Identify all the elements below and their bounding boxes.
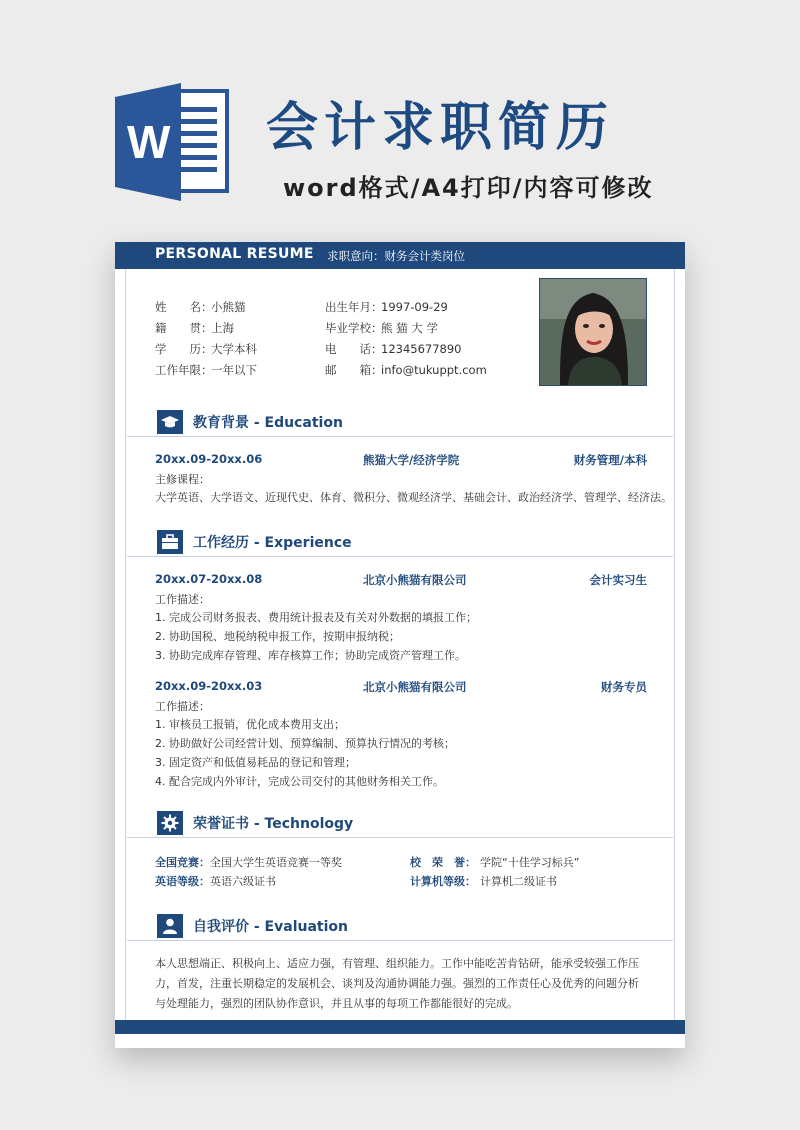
info-label: 学 历： xyxy=(155,342,213,356)
person-icon xyxy=(157,914,183,938)
job-desc-item: 2. 协助做好公司经营计划、预算编制、预算执行情况的考核； xyxy=(155,737,455,750)
honor-row xyxy=(410,854,579,870)
info-birth xyxy=(325,299,448,315)
honor-label: 全国竞赛： xyxy=(155,856,210,869)
honor-value: 学院“十佳学习标兵” xyxy=(480,856,580,869)
section-divider xyxy=(127,940,673,941)
honor-row xyxy=(155,854,342,870)
info-label: 电 话： xyxy=(325,342,383,356)
section-honors xyxy=(127,811,673,839)
honor-row xyxy=(410,873,557,889)
gear-icon xyxy=(157,811,183,835)
promo-title: 会计求职简历 xyxy=(266,98,615,158)
section-education xyxy=(127,410,673,438)
graduation-cap-icon xyxy=(157,410,183,434)
resume-sheet xyxy=(115,242,685,1048)
section-evaluation xyxy=(127,914,673,942)
info-email xyxy=(325,362,487,378)
profile-photo xyxy=(539,278,647,386)
honor-value: 英语六级证书 xyxy=(210,875,276,888)
resume-title-en: PERSONAL RESUME xyxy=(155,246,314,262)
honor-value: 计算机二级证书 xyxy=(480,875,557,888)
edu-school: 熊猫大学/经济学院 xyxy=(363,453,460,467)
job-desc-item: 3. 协助完成库存管理、库存核算工作；协助完成资产管理工作。 xyxy=(155,649,466,662)
job-desc-label: 工作描述： xyxy=(155,700,210,713)
section-title: 自我评价 - Evaluation xyxy=(193,919,348,935)
courses-text: 大学英语、大学语文、近现代史、体育、微积分、微观经济学、基础会计、政治经济学、管理学、经济法。 xyxy=(155,491,672,504)
info-name xyxy=(155,299,246,315)
job-date: 20xx.09-20xx.03 xyxy=(155,679,263,693)
info-value: 熊 猫 大 学 xyxy=(381,321,438,335)
courses-label: 主修课程： xyxy=(155,473,210,486)
info-phone xyxy=(325,341,461,357)
promo-header xyxy=(0,0,800,235)
job-date: 20xx.07-20xx.08 xyxy=(155,572,263,586)
info-hometown xyxy=(155,320,234,336)
job-role: 会计实习生 xyxy=(589,573,647,587)
promo-subtitle: word格式/A4打印/内容可修改 xyxy=(283,174,654,202)
info-label: 姓 名： xyxy=(155,300,213,314)
section-title: 工作经历 - Experience xyxy=(193,535,352,551)
job-desc-label: 工作描述： xyxy=(155,593,210,606)
section-divider xyxy=(127,556,673,557)
left-border-line xyxy=(125,269,126,1032)
info-work-years xyxy=(155,362,257,378)
section-title: 教育背景 - Education xyxy=(193,415,343,431)
info-label: 出生年月： xyxy=(325,300,383,314)
honor-label: 计算机等级： xyxy=(410,875,476,888)
word-document-icon xyxy=(115,83,233,201)
edu-major: 财务管理/本科 xyxy=(573,453,647,467)
job-company: 北京小熊猫有限公司 xyxy=(363,680,467,694)
honor-label: 英语等级： xyxy=(155,875,210,888)
section-divider xyxy=(127,837,673,838)
job-role: 财务专员 xyxy=(601,680,647,694)
info-label: 工作年限： xyxy=(155,363,213,377)
info-label: 毕业学校： xyxy=(325,321,383,335)
info-value: 1997-09-29 xyxy=(381,300,448,314)
resume-bottom-bar xyxy=(115,1020,685,1034)
honor-value: 全国大学生英语竞赛一等奖 xyxy=(210,856,342,869)
word-icon-letter: W xyxy=(127,116,171,168)
right-border-line xyxy=(674,269,675,1032)
info-value: 12345677890 xyxy=(381,342,462,356)
section-title: 荣誉证书 - Technology xyxy=(193,816,354,832)
info-value: 上海 xyxy=(211,321,234,335)
info-label: 籍 贯： xyxy=(155,321,213,335)
briefcase-icon xyxy=(157,530,183,554)
job-desc-item: 1. 审核员工报销，优化成本费用支出； xyxy=(155,718,345,731)
job-desc-item: 3. 固定资产和低值易耗品的登记和管理； xyxy=(155,756,356,769)
info-value: 一年以下 xyxy=(211,363,257,377)
honor-label: 校 荣 誉： xyxy=(410,856,476,869)
job-desc-item: 1. 完成公司财务报表、费用统计报表及有关对外数据的填报工作； xyxy=(155,611,477,624)
evaluation-text: 本人思想端正、积极向上、适应力强，有管理、组织能力。工作中能吃苦肯钻研，能承受较强工作压力，首发，注重长期稳定的发展机会、谈判及沟通协调能力强。强烈的工作责任心及优秀的问题分析与处理能力，强烈的团队协作意识，并且从事的每项工作都能很好的完成。 xyxy=(155,957,639,1010)
info-degree xyxy=(155,341,257,357)
info-value: 小熊猫 xyxy=(211,300,246,314)
job-intent: 求职意向：财务会计类岗位 xyxy=(327,249,465,263)
info-school xyxy=(325,320,438,336)
info-value: 大学本科 xyxy=(211,342,257,356)
honor-row xyxy=(155,873,276,889)
info-label: 邮 箱： xyxy=(325,363,383,377)
job-desc-item: 4. 配合完成内外审计，完成公司交付的其他财务相关工作。 xyxy=(155,775,444,788)
job-desc-item: 2. 协助国税、地税纳税申报工作，按期申报纳税； xyxy=(155,630,400,643)
job-company: 北京小熊猫有限公司 xyxy=(363,573,467,587)
section-divider xyxy=(127,436,673,437)
resume-top-bar xyxy=(115,242,685,269)
section-experience xyxy=(127,530,673,558)
edu-date: 20xx.09-20xx.06 xyxy=(155,452,263,466)
info-value: info@tukuppt.com xyxy=(381,363,487,377)
